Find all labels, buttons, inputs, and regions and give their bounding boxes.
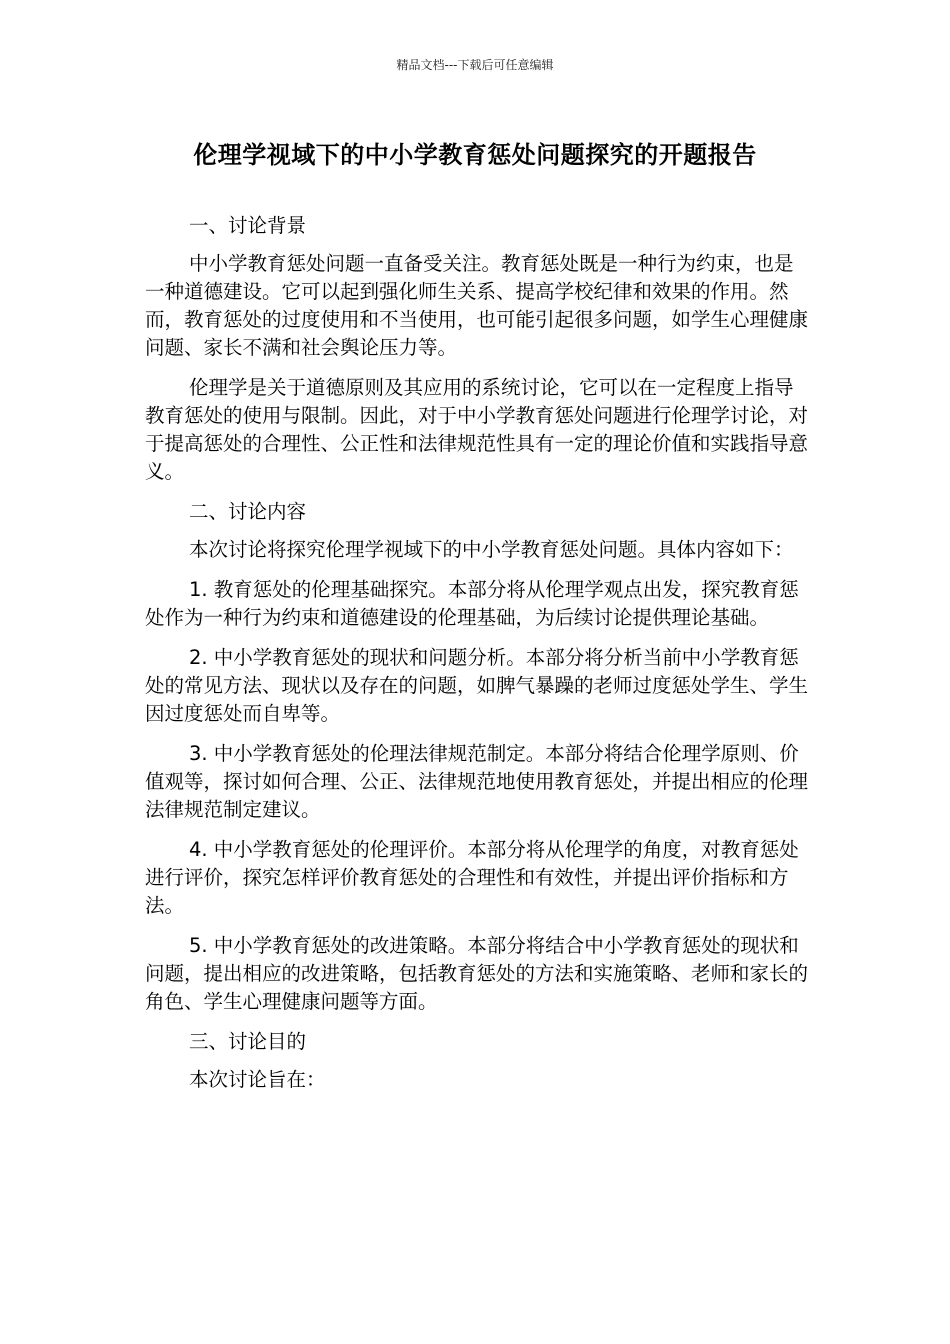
page-header-note: 精品文档---下载后可任意编辑 xyxy=(396,58,554,72)
content-list-item-1: 1. 教育惩处的伦理基础探究。本部分将从伦理学观点出发，探究教育惩处作为一种行为约束和道德建设的伦理基础，为后续讨论提供理论基础。 xyxy=(145,578,799,629)
section-heading-content: 二、讨论内容 xyxy=(189,500,307,523)
content-list-item-2: 2. 中小学教育惩处的现状和问题分析。本部分将分析当前中小学教育惩处的常见方法、现状以及存在的问题，如脾气暴躁的老师过度惩处学生、学生因过度惩处而自卑等。 xyxy=(145,646,809,725)
section-heading-purpose: 三、讨论目的 xyxy=(189,1030,307,1053)
section-heading-background: 一、讨论背景 xyxy=(189,214,307,237)
paragraph-content-intro: 本次讨论将探究伦理学视域下的中小学教育惩处问题。具体内容如下： xyxy=(189,538,794,561)
paragraph-purpose-intro: 本次讨论旨在： xyxy=(189,1068,326,1091)
paragraph-background-1: 中小学教育惩处问题一直备受关注。教育惩处既是一种行为约束，也是一种道德建设。它可以起到强化师生关系、提高学校纪律和效果的作用。然而，教育惩处的过度使用和不当使用，也可能引起很多问题，如学生心理健康问题、家长不满和社会舆论压力等。 xyxy=(145,252,809,359)
paragraph-background-2: 伦理学是关于道德原则及其应用的系统讨论，它可以在一定程度上指导教育惩处的使用与限制。因此，对于中小学教育惩处问题进行伦理学讨论，对于提高惩处的合理性、公正性和法律规范性具有一定的理论价值和实践指导意义。 xyxy=(145,376,809,483)
content-list-item-3: 3. 中小学教育惩处的伦理法律规范制定。本部分将结合伦理学原则、价值观等，探讨如何合理、公正、法律规范地使用教育惩处，并提出相应的伦理法律规范制定建议。 xyxy=(145,742,809,821)
content-list-item-5: 5. 中小学教育惩处的改进策略。本部分将结合中小学教育惩处的现状和问题，提出相应的改进策略，包括教育惩处的方法和实施策略、老师和家长的角色、学生心理健康问题等方面。 xyxy=(145,934,809,1013)
document-title: 伦理学视域下的中小学教育惩处问题探究的开题报告 xyxy=(193,141,757,169)
content-list-item-4: 4. 中小学教育惩处的伦理评价。本部分将从伦理学的角度，对教育惩处进行评价，探究怎样评价教育惩处的合理性和有效性，并提出评价指标和方法。 xyxy=(145,838,799,917)
document-body xyxy=(145,212,810,1106)
